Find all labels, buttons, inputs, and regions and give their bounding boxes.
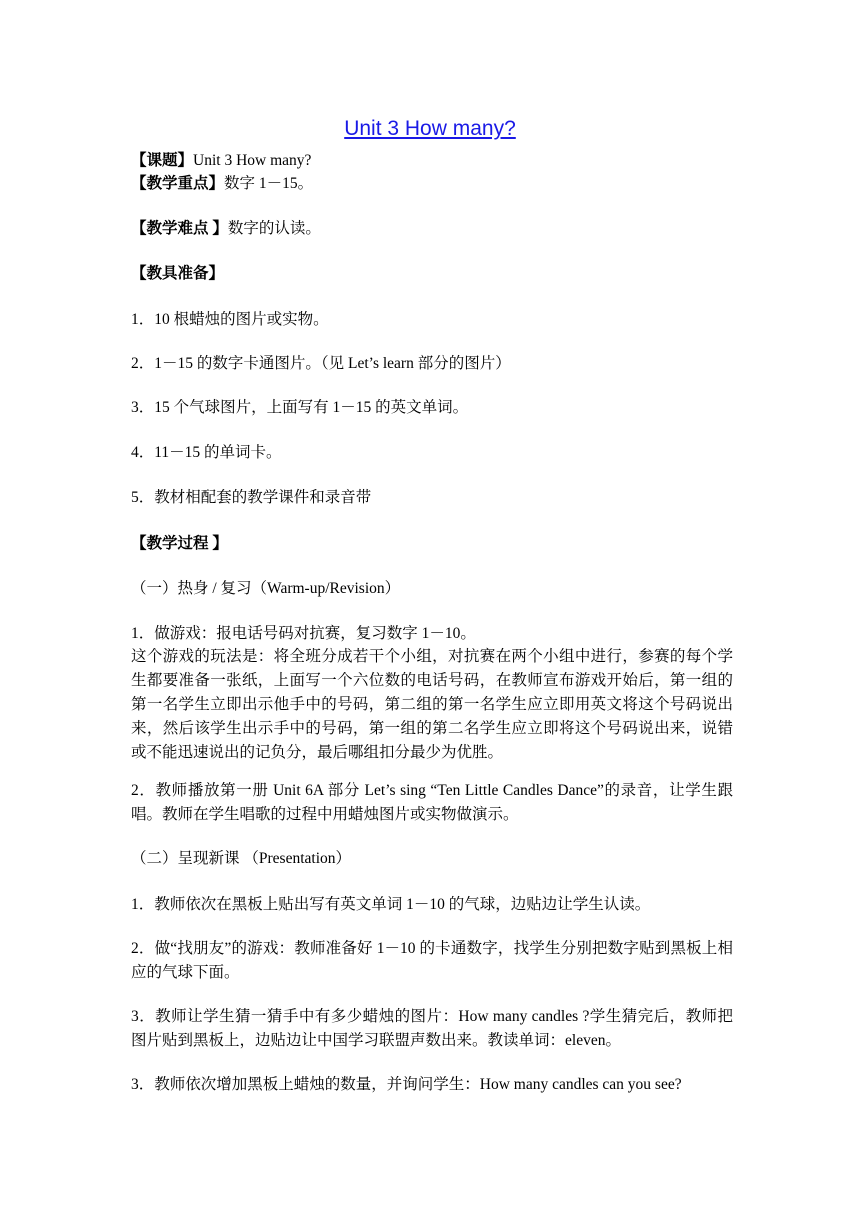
- topic-line: [131, 149, 733, 173]
- step-item: 1．做游戏：报电话号码对抗赛，复习数字 1－10。: [131, 625, 476, 642]
- step-item: 2．教师播放第一册 Unit 6A 部分 Let’s sing “Ten Little Candles Dance”的录音，让学生跟唱。教师在学生唱歌的过程中用蜡烛图片或实物做演示。: [131, 782, 733, 823]
- step-item: 3．教师让学生猜一猜手中有多少蜡烛的图片：How many candles ?学生猜完后，教师把图片贴到黑板上，边贴边让中国学习联盟声数出来。教读单词：eleven。: [131, 1008, 733, 1049]
- prep-item: 3．15 个气球图片，上面写有 1－15 的英文单词。: [131, 399, 469, 416]
- topic-label: 【课题】: [131, 152, 194, 169]
- difficult-point-label: 【教学难点 】: [131, 220, 228, 237]
- topic-value: Unit 3 How many?: [193, 152, 312, 169]
- key-point-label: 【教学重点】: [131, 175, 225, 192]
- step-item: 2．做“找朋友”的游戏：教师准备好 1－10 的卡通数字，找学生分别把数字贴到黑板上相应的气球下面。: [131, 940, 733, 981]
- key-point-value: 数字 1－15。: [224, 175, 314, 192]
- prep-item: 1．10 根蜡烛的图片或实物。: [131, 311, 329, 328]
- prep-item: 4．11－15 的单词卡。: [131, 444, 282, 461]
- prep-item: 5．教材相配套的教学课件和录音带: [131, 489, 372, 506]
- difficult-point-line: [131, 217, 733, 241]
- section-heading: （二）呈现新课 （Presentation）: [131, 850, 351, 867]
- key-point-line: [131, 172, 733, 196]
- step-item: 3．教师依次增加黑板上蜡烛的数量，并询问学生：How many candles can you see?: [131, 1076, 682, 1093]
- prep-item: 2．1－15 的数字卡通图片。（见 Let’s learn 部分的图片）: [131, 355, 511, 372]
- page-title[interactable]: Unit 3 How many?: [344, 117, 516, 140]
- difficult-point-value: 数字的认读。: [227, 220, 321, 237]
- prep-heading: 【教具准备】: [131, 265, 225, 282]
- process-heading: 【教学过程 】: [131, 535, 228, 552]
- section-heading: （一）热身 / 复习（Warm-up/Revision）: [131, 580, 401, 597]
- game-description: 这个游戏的玩法是：将全班分成若干个小组，对抗赛在两个小组中进行，参赛的每个学生都要准备一张纸，上面写一个六位数的电话号码，在教师宣布游戏开始后，第一组的第一名学生立即出示他手中的号码，第二组的第一名学生应立即用英文将这个号码说出来，然后该学生出示手中的号码，第一组的第二名学生应立即将这个号码说出来，说错或不能迅速说出的记负分，最后哪组扣分最少为优胜。: [131, 648, 733, 761]
- step-item: 1．教师依次在黑板上贴出写有英文单词 1－10 的气球，边贴边让学生认读。: [131, 896, 651, 913]
